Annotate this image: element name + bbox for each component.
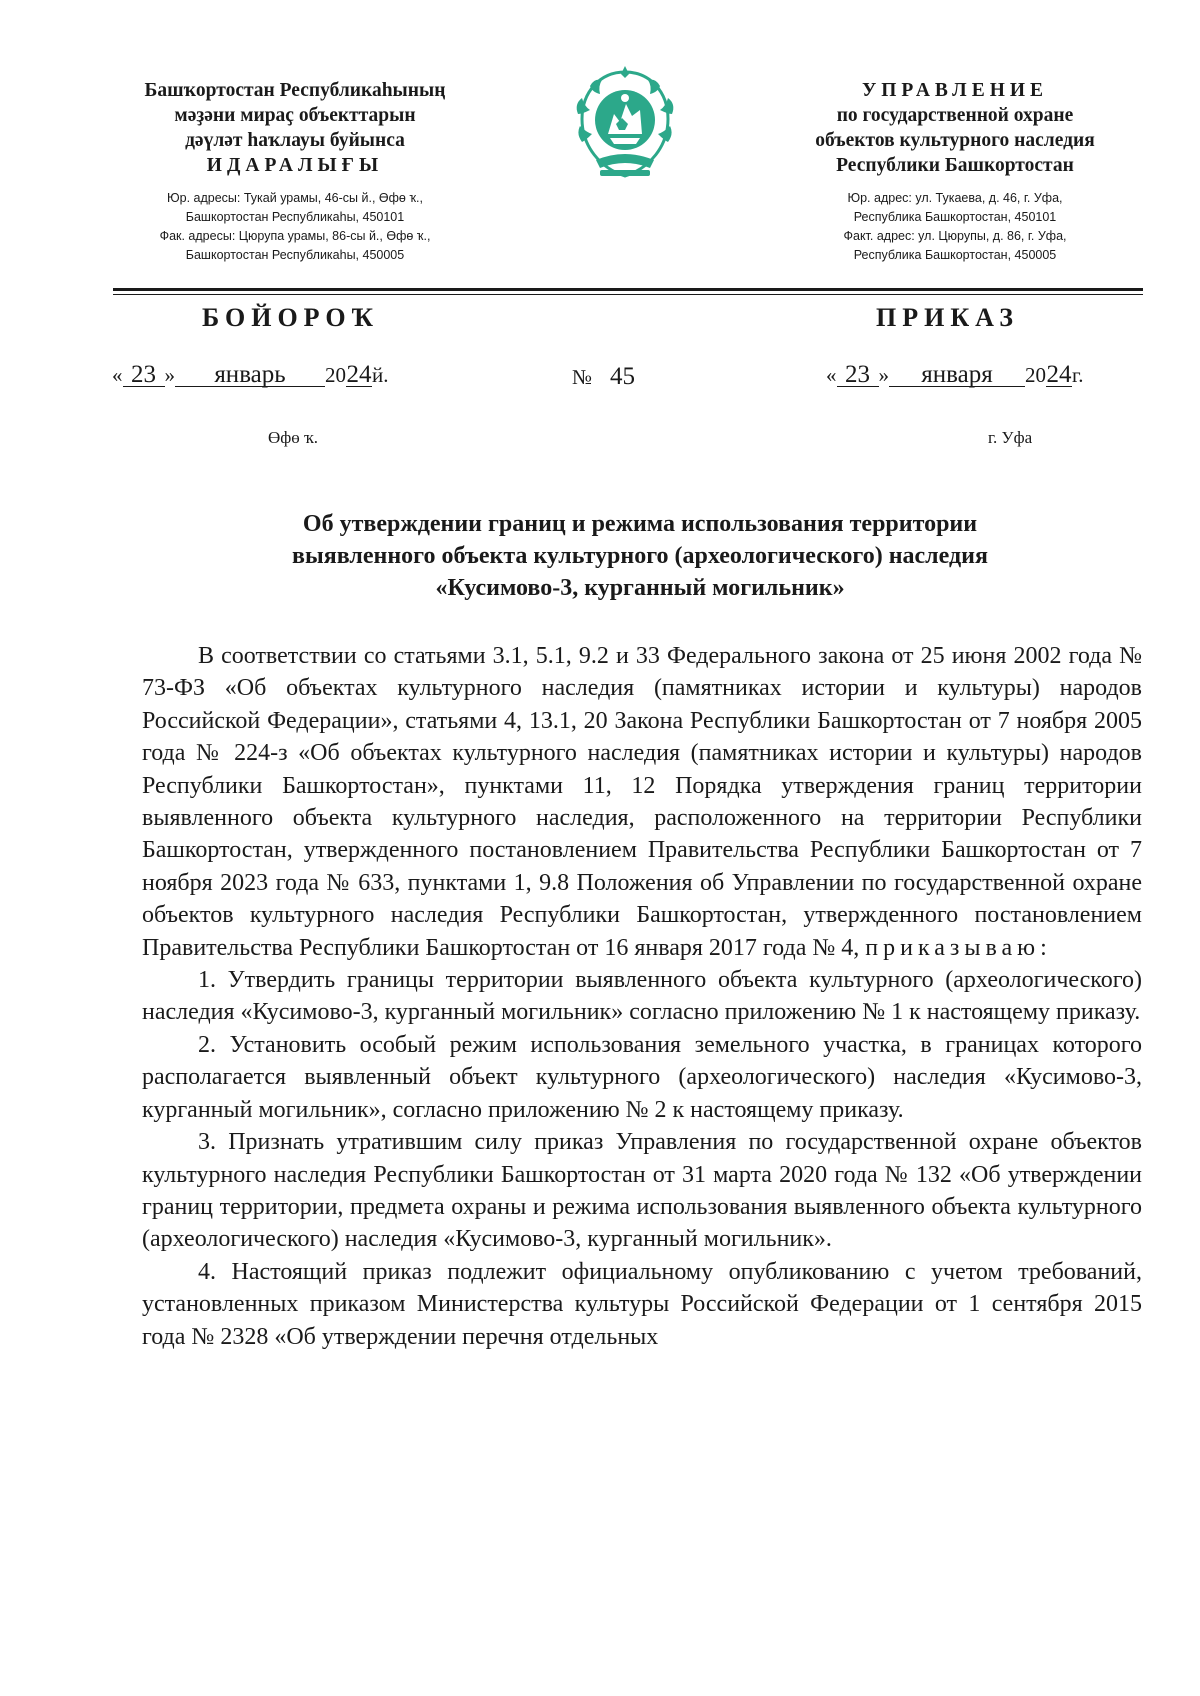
date-bashkir — [112, 363, 389, 388]
doc-type-russian: ПРИКАЗ — [876, 303, 1020, 332]
address-block — [110, 189, 480, 265]
quote-open: « — [826, 363, 837, 387]
date-day: 23 — [123, 364, 165, 387]
order-item: 3. Признать утратившим силу приказ Управления по государственной охране объектов культурного наследия Республики Башкортостан от 31 марта 2020 года № 132 «Об утверждении границ территории, предмета охраны и режима использования выявленного объекта культурного (археологического) наследия «Кусимово-3, курганный могильник». — [142, 1129, 1142, 1253]
document-body — [142, 640, 1142, 1353]
number-label: № — [572, 365, 593, 389]
address-line: Республика Башкортостан, 450005 — [853, 248, 1057, 262]
org-name-caps: ИДАРАЛЫҒЫ — [206, 155, 384, 176]
year-unit: й. — [372, 363, 389, 387]
address-line: Юр. адрес: ул. Тукаева, д. 46, г. Уфа, — [847, 191, 1063, 205]
header-right-russian — [770, 78, 1140, 265]
address-line: Факт. адрес: ул. Цюрупы, д. 86, г. Уфа, — [843, 229, 1067, 243]
address-line: Башкортостан Республикаһы, 450005 — [185, 248, 405, 262]
order-item: 4. Настоящий приказ подлежит официальному опубликованию с учетом требований, установленных приказом Министерства культуры Российской Федерации от 1 сентября 2015 года № 2328 «Об утверждении перечня отдельных — [142, 1258, 1142, 1350]
address-line: Башкортостан Республикаһы, 450101 — [185, 210, 405, 224]
year-prefix: 20 — [1025, 363, 1046, 387]
date-day: 23 — [837, 364, 879, 387]
org-name-line: Республики Башкортостан — [836, 155, 1074, 176]
org-name-line: по государственной охране — [836, 105, 1074, 126]
header-divider-thin — [113, 294, 1143, 295]
city-bashkir: Өфө ҡ. — [268, 428, 319, 447]
year-suffix: 24 — [346, 361, 372, 388]
quote-close: » — [878, 363, 889, 387]
address-block — [770, 189, 1140, 265]
year-prefix: 20 — [325, 363, 346, 387]
year-suffix: 24 — [1046, 361, 1072, 388]
header-left-bashkir — [110, 78, 480, 265]
order-number — [572, 363, 635, 391]
date-month: января — [889, 364, 1025, 387]
org-name-caps: УПРАВЛЕНИЕ — [861, 80, 1049, 101]
quote-open: « — [112, 363, 123, 387]
address-line: Юр. адресы: Тукай урамы, 46-сы й., Өфө ҡ., — [167, 191, 423, 205]
header-divider — [113, 288, 1143, 291]
city-russian: г. Уфа — [988, 428, 1033, 447]
year-unit: г. — [1072, 363, 1084, 387]
document-title — [150, 508, 1130, 604]
title-line: «Кусимово-3, курганный могильник» — [435, 575, 845, 601]
number-value: 45 — [610, 363, 636, 390]
date-russian — [826, 363, 1084, 388]
preamble-paragraph — [142, 640, 1142, 964]
order-word: приказываю: — [865, 934, 1052, 961]
title-line: Об утверждении границ и режима использования территории — [302, 511, 978, 537]
org-name-line: мәҙәни мираҫ объекттарын — [174, 105, 416, 126]
address-line: Фак. адресы: Цюрупа урамы, 86-сы й., Өфө ҡ., — [159, 229, 431, 243]
org-name-line: объектов культурного наследия — [815, 130, 1095, 151]
org-name-line: дәүләт һаҡлауы буйынса — [185, 130, 405, 151]
doc-type-bashkir: БОЙОРОҠ — [202, 303, 380, 332]
bashkortostan-coat-of-arms-icon — [570, 64, 680, 184]
org-name-line: Башҡортостан Республикаһының — [144, 80, 446, 101]
address-line: Республика Башкортостан, 450101 — [853, 210, 1057, 224]
order-item: 2. Установить особый режим использования земельного участка, в границах которого располагается выявленный объект культурного (археологического) наследия «Кусимово-3, курганный могильник», согласно приложению № 2 к настоящему приказу. — [142, 1031, 1142, 1123]
preamble-text: В соответствии со статьями 3.1, 5.1, 9.2 и 33 Федерального закона от 25 июня 2002 года № 73-ФЗ «Об объектах культурного наследия (памятниках истории и культуры) народов Российской Федерации», статьями 4, 13.1, 20 Закона Республики Башкортостан от 7 ноября 2005 года № 224-з «Об объектах культурного наследия (памятниках истории и культуры) народов Республики Башкортостан», пунктами 11, 12 Порядка утверждения границ территории выявленного объекта культурного наследия, расположенного на территории Республики Башкортостан, утвержденного постановлением Правительства Республики Башкортостан от 7 ноября 2023 года № 633, пунктами 1, 9.8 Положения об Управлении по государственной охране объектов культурного наследия Республики Башкортостан, утвержденного постановлением Правительства Республики Башкортостан от 16 января 2017 года № 4, — [142, 643, 1142, 961]
quote-close: » — [164, 363, 175, 387]
date-month: январь — [175, 364, 325, 387]
title-line: выявленного объекта культурного (археологического) наследия — [292, 543, 988, 569]
order-item: 1. Утвердить границы территории выявленного объекта культурного (археологического) наследия «Кусимово-3, курганный могильник» согласно приложению № 1 к настоящему приказу. — [142, 967, 1142, 1026]
